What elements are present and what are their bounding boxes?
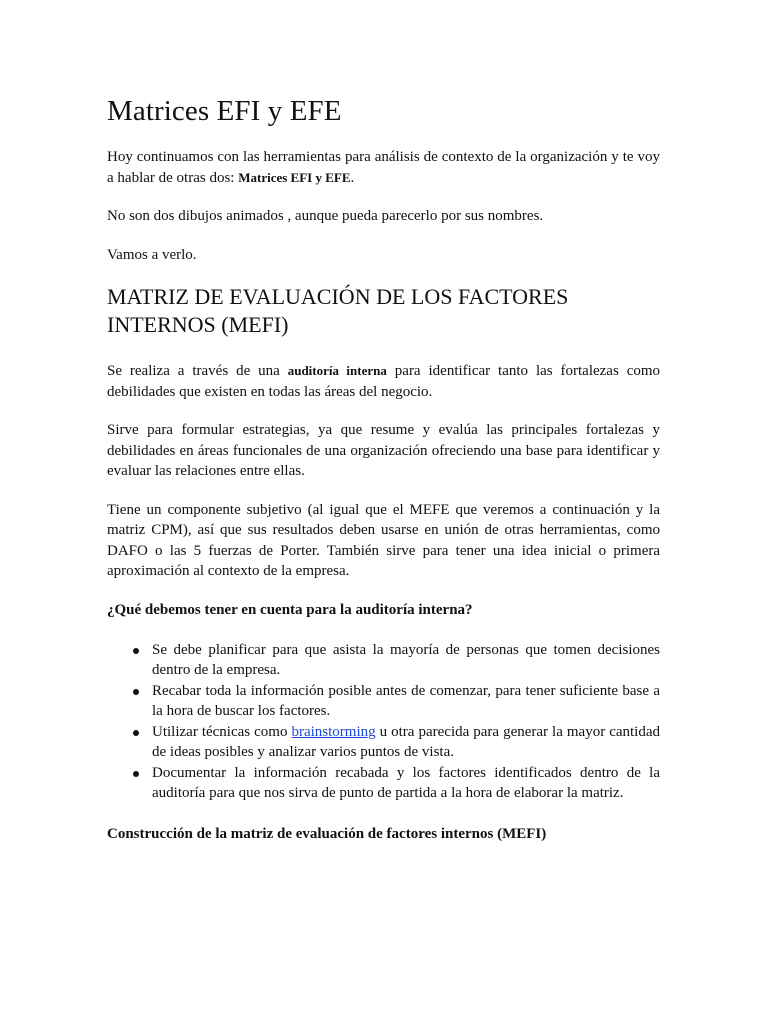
intro-bold-term: Matrices EFI y EFE [238, 169, 351, 185]
intro-text-suffix: . [350, 169, 355, 186]
section-heading-line-2: INTERNOS (MEFI) [107, 312, 289, 337]
bullet-item-4: Documentar la información recabada y los factores identificados dentro de la auditoría para que nos sirva de punto de partida a la hora de elaborar la matriz. [152, 763, 660, 804]
section-heading [107, 283, 660, 339]
intro-paragraph-3: Vamos a verlo. [107, 246, 197, 263]
mefi-paragraph-3: Tiene un componente subjetivo (al igual que el MEFE que veremos a continuación y la matriz CPM), así que sus resultados deben usarse en unión de otras herramientas, como DAFO o las 5 fuerzas de Porter. También sirve para tener una idea inicial o primera aproximación al contexto de la empresa. [107, 501, 660, 579]
audit-bullet-list [107, 640, 660, 804]
bullet-item-3 [152, 722, 660, 763]
section-heading-line-1: MATRIZ DE EVALUACIÓN DE LOS FACTORES [107, 284, 569, 309]
brainstorming-link[interactable]: brainstorming [291, 723, 376, 740]
construction-heading: Construcción de la matriz de evaluación de factores internos (MEFI) [107, 825, 547, 842]
mefi-paragraph-1-prefix: Se realiza a través de una [107, 363, 280, 379]
mefi-paragraph-1 [107, 361, 660, 402]
intro-text-prefix: Hoy continuamos con las herramientas para análisis de contexto de la organización y te voy a hablar de otras dos: [107, 149, 660, 186]
intro-paragraph [107, 147, 660, 188]
bullet-item-1: Se debe planificar para que asista la mayoría de personas que tomen decisiones dentro de la empresa. [152, 640, 660, 681]
intro-paragraph-2: No son dos dibujos animados , aunque pueda parecerlo por sus nombres. [107, 208, 544, 224]
mefi-paragraph-2: Sirve para formular estrategias, ya que resume y evalúa las principales fortalezas y debilidades en áreas funcionales de una organización ofreciendo una base para identificar y evaluar las relaciones entre ellas. [107, 422, 660, 479]
mefi-bold-term: auditoría interna [287, 363, 387, 378]
bullet-item-2: Recabar toda la información posible antes de comenzar, para tener suficiente base a la hora de buscar los factores. [152, 681, 660, 722]
mefi-paragraph-1-suffix: para identificar tanto las fortalezas como debilidades que existen en todas las áreas del negocio. [107, 363, 661, 400]
document-page [107, 94, 660, 844]
question-heading: ¿Qué debemos tener en cuenta para la auditoría interna? [107, 601, 473, 618]
bullet-item-3-suffix: u otra parecida para generar la mayor cantidad de ideas posibles y analizar varios puntos de vista. [152, 723, 661, 760]
bullet-item-3-prefix: Utilizar técnicas como [152, 723, 288, 740]
page-title: Matrices EFI y EFE [107, 95, 342, 127]
